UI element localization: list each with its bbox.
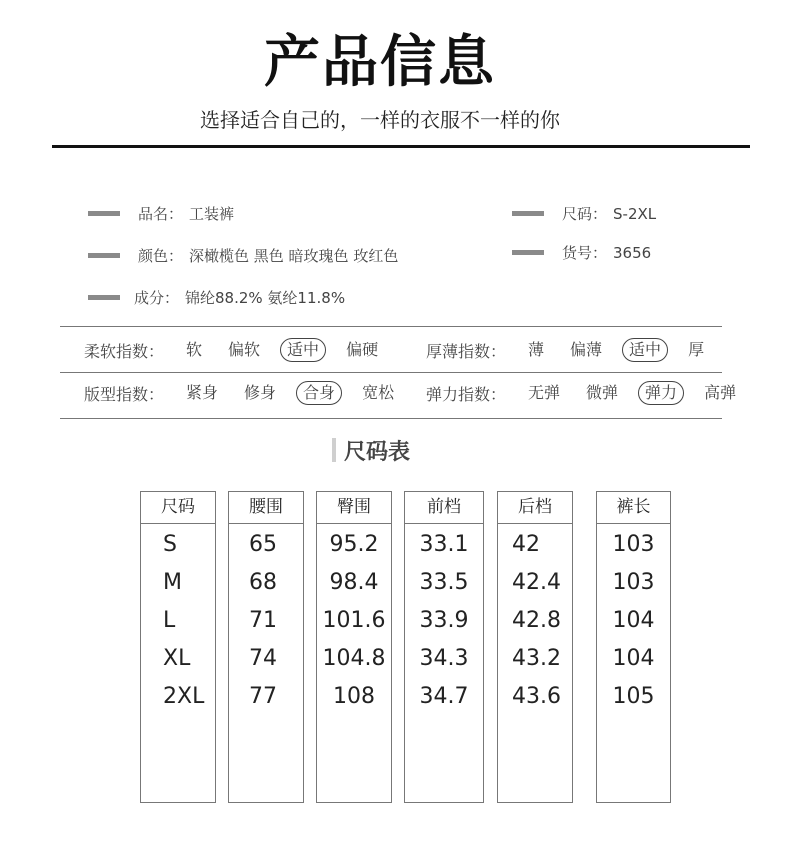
info-composition bbox=[88, 287, 345, 308]
table-cell: 34.3 bbox=[419, 646, 469, 671]
info-item-value: 3656 bbox=[613, 243, 652, 262]
table-cell: 68 bbox=[249, 570, 277, 595]
table-cell: 43.2 bbox=[512, 646, 561, 671]
title-divider bbox=[52, 145, 750, 148]
info-name-value: 工装裤 bbox=[189, 205, 235, 223]
property-bottom-divider bbox=[60, 418, 722, 419]
dash-icon bbox=[88, 253, 120, 258]
table-cell: 65 bbox=[249, 532, 277, 557]
fit-option: 修身 bbox=[244, 383, 277, 402]
table-cell: 74 bbox=[249, 646, 277, 671]
dash-icon bbox=[512, 211, 544, 216]
property-top-divider bbox=[60, 326, 722, 327]
elasticity-option-selected: 弹力 bbox=[638, 381, 684, 405]
table-cell: XL bbox=[163, 646, 191, 671]
thickness-option-selected: 适中 bbox=[622, 338, 668, 362]
elasticity-label: 弹力指数： bbox=[426, 384, 507, 404]
table-cell: 104 bbox=[612, 608, 655, 633]
table-cell: 2XL bbox=[163, 684, 205, 709]
table-cell: 104 bbox=[612, 646, 655, 671]
info-size-key: 尺码： bbox=[562, 205, 608, 223]
table-cell: 42.4 bbox=[512, 570, 561, 595]
info-item bbox=[512, 242, 651, 263]
info-item-key: 货号： bbox=[562, 244, 608, 262]
size-table-title: 尺码表 bbox=[344, 439, 411, 465]
elasticity-row bbox=[426, 378, 756, 408]
elasticity-option: 微弹 bbox=[586, 383, 619, 402]
column-header: 臀围 bbox=[317, 492, 391, 524]
fit-option: 紧身 bbox=[186, 383, 219, 402]
table-cell: 95.2 bbox=[329, 532, 379, 557]
table-cell: 33.1 bbox=[419, 532, 469, 557]
column-header: 尺码 bbox=[141, 492, 215, 524]
table-cell: 42 bbox=[512, 532, 540, 557]
back-rise-column bbox=[497, 491, 573, 803]
softness-option: 偏硬 bbox=[346, 340, 379, 359]
fit-row bbox=[84, 378, 414, 408]
column-header: 裤长 bbox=[597, 492, 670, 524]
table-cell: L bbox=[163, 608, 176, 633]
info-composition-key: 成分： bbox=[134, 289, 180, 307]
column-header: 前档 bbox=[405, 492, 483, 524]
elasticity-option: 无弹 bbox=[528, 383, 561, 402]
length-column bbox=[596, 491, 671, 803]
info-composition-value: 锦纶88.2% 氨纶11.8% bbox=[185, 289, 346, 307]
thickness-row bbox=[426, 335, 724, 365]
dash-icon bbox=[88, 295, 120, 300]
table-cell: 42.8 bbox=[512, 608, 561, 633]
page-title: 产品信息 bbox=[264, 30, 496, 95]
softness-row bbox=[84, 335, 398, 365]
table-cell: 33.9 bbox=[419, 608, 469, 633]
table-cell: 71 bbox=[249, 608, 277, 633]
property-mid-divider bbox=[60, 372, 722, 373]
info-color-value: 深橄榄色 黑色 暗玫瑰色 玫红色 bbox=[189, 247, 399, 265]
fit-option-selected: 合身 bbox=[296, 381, 342, 405]
elasticity-option: 高弹 bbox=[704, 383, 737, 402]
table-cell: 98.4 bbox=[329, 570, 379, 595]
front-rise-column bbox=[404, 491, 484, 803]
table-cell: 77 bbox=[249, 684, 277, 709]
thickness-option: 偏薄 bbox=[570, 340, 603, 359]
page-subtitle: 选择适合自己的，一样的衣服不一样的你 bbox=[200, 108, 560, 132]
info-color bbox=[88, 245, 398, 266]
heading-bar-icon bbox=[332, 438, 336, 462]
table-cell: 43.6 bbox=[512, 684, 561, 709]
table-cell: 104.8 bbox=[322, 646, 386, 671]
softness-option-selected: 适中 bbox=[280, 338, 326, 362]
table-cell: 103 bbox=[612, 532, 655, 557]
softness-label: 柔软指数： bbox=[84, 341, 165, 361]
table-cell: 101.6 bbox=[322, 608, 386, 633]
table-cell: 34.7 bbox=[419, 684, 469, 709]
dash-icon bbox=[88, 211, 120, 216]
table-cell: 108 bbox=[333, 684, 375, 709]
table-cell: 105 bbox=[612, 684, 655, 709]
thickness-option: 薄 bbox=[528, 340, 545, 359]
thickness-option: 厚 bbox=[688, 340, 705, 359]
table-cell: S bbox=[163, 532, 177, 557]
info-size-value: S-2XL bbox=[613, 204, 657, 223]
info-color-key: 颜色： bbox=[138, 247, 184, 265]
column-header: 腰围 bbox=[229, 492, 303, 524]
fit-label: 版型指数： bbox=[84, 384, 165, 404]
fit-option: 宽松 bbox=[362, 383, 395, 402]
waist-column bbox=[228, 491, 304, 803]
info-name-key: 品名： bbox=[138, 205, 184, 223]
column-header: 后档 bbox=[498, 492, 572, 524]
table-cell: 33.5 bbox=[419, 570, 469, 595]
info-name bbox=[88, 203, 234, 224]
thickness-label: 厚薄指数： bbox=[426, 341, 507, 361]
softness-option: 偏软 bbox=[228, 340, 261, 359]
table-cell: M bbox=[163, 570, 182, 595]
dash-icon bbox=[512, 250, 544, 255]
table-cell: 103 bbox=[612, 570, 655, 595]
info-size bbox=[512, 203, 656, 224]
size-column bbox=[140, 491, 216, 803]
size-table-heading bbox=[332, 436, 410, 464]
softness-option: 软 bbox=[186, 340, 203, 359]
hip-column bbox=[316, 491, 392, 803]
